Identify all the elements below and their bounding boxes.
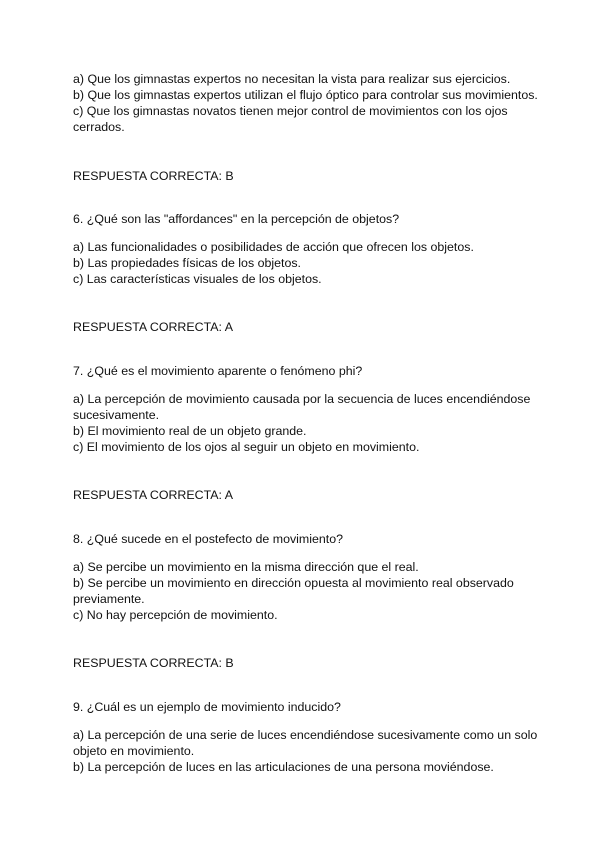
option-line: c) No hay percepción de movimiento. <box>73 608 278 622</box>
option-line: b) Que los gimnastas expertos utilizan el flujo óptico para controlar sus movimientos. <box>73 88 538 102</box>
option-line: previamente. <box>73 592 145 606</box>
option-line: a) Que los gimnastas expertos no necesitan la vista para realizar sus ejercicios. <box>73 72 511 86</box>
q6-options <box>73 239 543 287</box>
option-line: a) La percepción de movimiento causada por la secuencia de luces encendiéndose <box>73 392 531 406</box>
question-text: 6. ¿Qué son las "affordances" en la percepción de objetos? <box>73 212 400 226</box>
option-line: c) El movimiento de los ojos al seguir un objeto en movimiento. <box>73 440 420 454</box>
q5-options <box>73 71 543 135</box>
option-line: sucesivamente. <box>73 408 160 422</box>
q6-question <box>73 211 543 227</box>
answer-text: RESPUESTA CORRECTA: A <box>73 320 233 334</box>
option-line: objeto en movimiento. <box>73 744 195 758</box>
option-line: c) Las características visuales de los objetos. <box>73 272 322 286</box>
question-text: 8. ¿Qué sucede en el postefecto de movimiento? <box>73 532 343 546</box>
q7-question <box>73 363 543 379</box>
option-line: c) Que los gimnastas novatos tienen mejor control de movimientos con los ojos <box>73 104 508 118</box>
q9-question <box>73 699 543 715</box>
option-line: b) El movimiento real de un objeto grande. <box>73 424 307 438</box>
q7-answer <box>73 487 543 503</box>
option-line: a) Las funcionalidades o posibilidades de acción que ofrecen los objetos. <box>73 240 474 254</box>
question-text: 7. ¿Qué es el movimiento aparente o fenómeno phi? <box>73 364 363 378</box>
q6-answer <box>73 319 543 335</box>
q8-answer <box>73 655 543 671</box>
option-line: a) Se percibe un movimiento en la misma dirección que el real. <box>73 560 419 574</box>
answer-text: RESPUESTA CORRECTA: B <box>73 656 234 670</box>
q8-options <box>73 559 543 623</box>
q8-question <box>73 531 543 547</box>
q7-options <box>73 391 543 455</box>
answer-text: RESPUESTA CORRECTA: A <box>73 488 233 502</box>
q9-options <box>73 727 543 775</box>
option-line: b) La percepción de luces en las articulaciones de una persona moviéndose. <box>73 760 494 774</box>
option-line: cerrados. <box>73 120 125 134</box>
answer-text: RESPUESTA CORRECTA: B <box>73 169 234 183</box>
option-line: a) La percepción de una serie de luces encendiéndose sucesivamente como un solo <box>73 728 538 742</box>
option-line: b) Se percibe un movimiento en dirección opuesta al movimiento real observado <box>73 576 514 590</box>
q5-answer <box>73 168 543 184</box>
option-line: b) Las propiedades físicas de los objetos. <box>73 256 301 270</box>
question-text: 9. ¿Cuál es un ejemplo de movimiento inducido? <box>73 700 341 714</box>
